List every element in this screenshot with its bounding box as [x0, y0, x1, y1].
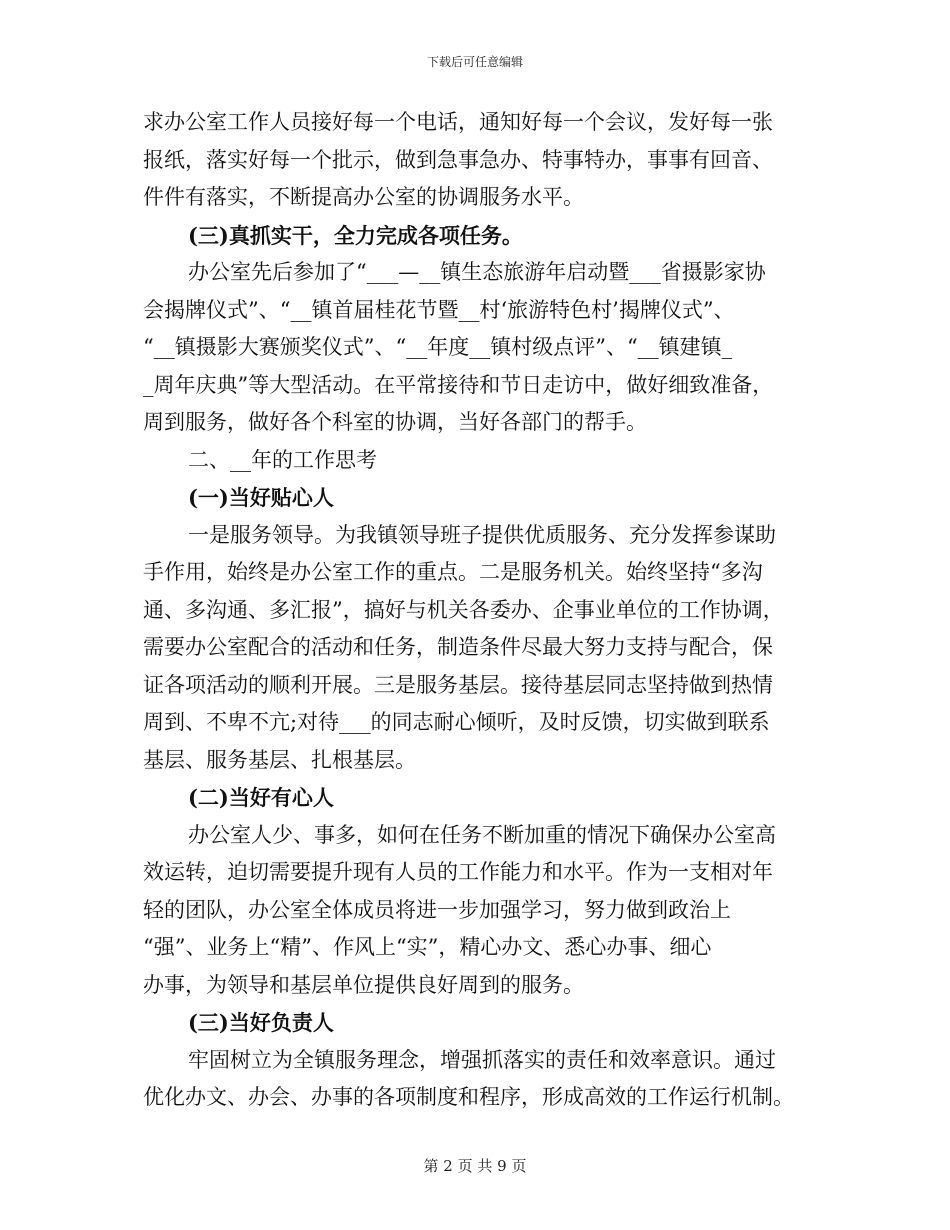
- body-text-line: 周到服务，做好各个科室的协调，当好各部门的帮手。: [143, 410, 647, 434]
- body-text-line: 办公室人少、事多，如何在任务不断加重的情况下确保办公室高: [188, 822, 776, 847]
- body-text-line: 效运转，迫切需要提升现有人员的工作能力和水平。作为一支相对年: [143, 860, 773, 884]
- body-text-line: 件件有落实，不断提高办公室的协调服务水平。: [143, 185, 584, 209]
- section-heading: (三)真抓实干，全力完成各项任务。: [188, 222, 523, 248]
- body-text-line: 会揭牌仪式”、“__镇首届桂花节暨__村‘旅游特色村’揭牌仪式”、: [143, 297, 735, 322]
- body-text-line: 证各项活动的顺利开展。三是服务基层。接待基层同志坚持做到热情: [143, 672, 773, 697]
- body-text-line: 一是服务领导。为我镇领导班子提供优质服务、充分发挥参谋助: [188, 522, 776, 547]
- body-text-line: “强”、业务上“精”、作风上“实”，精心办文、悉心办事、细心: [143, 935, 712, 959]
- body-text-line: 轻的团队，办公室全体成员将进一步加强学习，努力做到政治上: [143, 897, 731, 922]
- body-text-line: 优化办文、办会、办事的各项制度和程序，形成高效的工作运行机制。: [143, 1085, 794, 1109]
- section-heading: (三)当好负责人: [188, 1010, 334, 1035]
- body-text-line: 二、__年的工作思考: [188, 447, 377, 472]
- body-text-line: 办事，为领导和基层单位提供良好周到的服务。: [143, 972, 584, 997]
- body-text-line: _周年庆典”等大型活动。在平常接待和节日走访中，做好细致准备，: [143, 372, 774, 397]
- page-footer: 第 2 页 共 9 页: [423, 1157, 527, 1175]
- section-heading: (二)当好有心人: [188, 785, 334, 810]
- document-body: [143, 104, 808, 1117]
- section-heading: (一)当好贴心人: [188, 485, 334, 510]
- body-text-line: 牢固树立为全镇服务理念，增强抓落实的责任和效率意识。通过: [188, 1047, 776, 1072]
- body-text-line: 报纸，落实好每一个批示，做到急事急办、特事特办，事事有回音、: [143, 147, 773, 172]
- body-text-line: 周到、不卑不亢;对待___的同志耐心倾听，及时反馈，切实做到联系: [143, 710, 770, 734]
- body-text-line: 手作用，始终是办公室工作的重点。二是服务机关。始终坚持“多沟: [143, 560, 763, 584]
- body-text-line: 办公室先后参加了“___—__镇生态旅游年启动暨___省摄影家协: [188, 260, 766, 284]
- body-text-line: 通、多沟通、多汇报”，搞好与机关各委办、企事业单位的工作协调，: [143, 597, 784, 622]
- body-text-line: 基层、服务基层、扎根基层。: [143, 747, 416, 772]
- body-text-line: 求办公室工作人员接好每一个电话，通知好每一个会议，发好每一张: [143, 110, 773, 134]
- body-text-line: “__镇摄影大赛颁奖仪式”、“__年度__镇村级点评”、“__镇建镇_: [143, 335, 733, 359]
- body-text-line: 需要办公室配合的活动和任务，制造条件尽最大努力支持与配合，保: [143, 635, 773, 659]
- page-header: 下载后可任意编辑: [426, 55, 523, 69]
